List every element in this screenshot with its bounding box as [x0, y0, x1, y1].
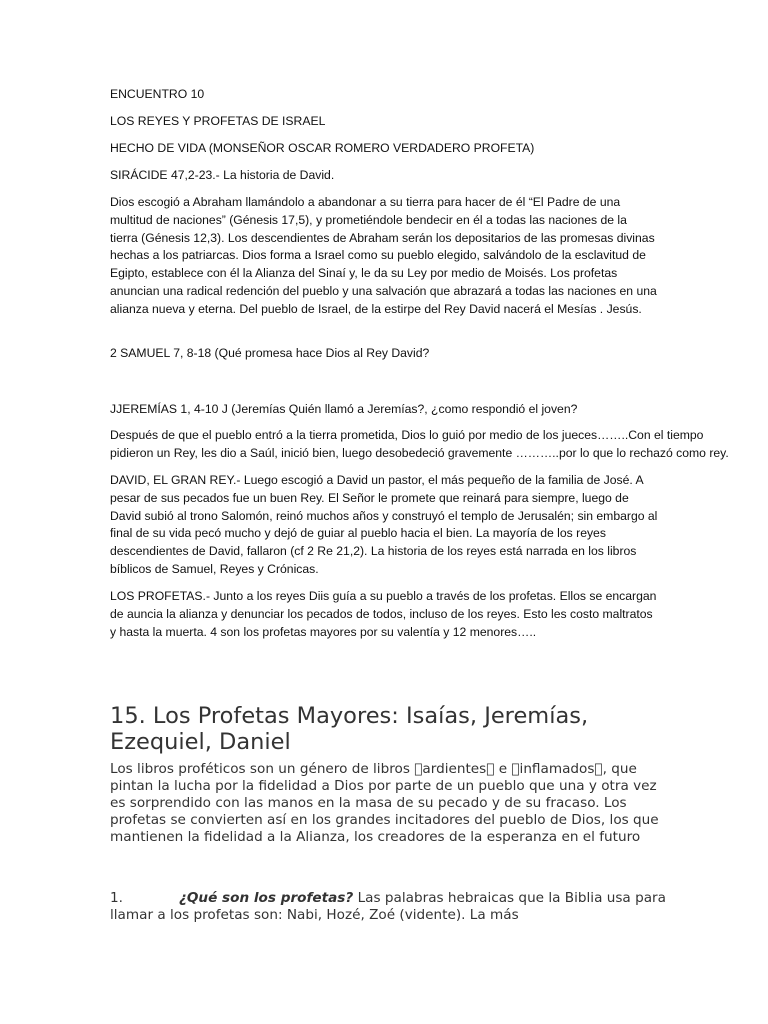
prophets-paragraph: LOS PROFETAS.- Junto a los reyes Diis guía a su pueblo a través de los profetas. Ellos se encargan de auncia la alianza y denunciar los pecados de todos, incluso de los reyes. Esto les costo maltratos y hasta la muerta. 4 son los profetas mayores por su valentía y 12 menores…..	[110, 589, 657, 639]
list-answer-text: Las palabras hebraicas que la Biblia usa para llamar a los profetas son: Nabi, Hozé, Zoé (vidente). La más	[110, 890, 666, 923]
list-number: 1.	[110, 890, 123, 906]
encounter-heading: ENCUENTRO 10	[110, 87, 205, 101]
prophetic-books-paragraph: Los libros proféticos son un género de libros  ardientes  e  inflamados , que pintan la lucha por la fidelidad a Dios por parte de un pueblo que una y otra vez es sorprendido con las manos en la masa de su pecado y de su fracaso. Los profetas se convierten así en los grandes incitadores del pueblo de Dios, los que mantienen la fidelidad a la Alianza, los creadores de la esperanza en el futuro	[110, 761, 659, 845]
judges-paragraph-line-2: pidieron un Rey, les dio a Saúl, inició bien, luego desobedeció gravemente ………..por lo que lo rechazó como rey.	[110, 445, 729, 460]
numbered-list-item	[110, 890, 670, 924]
judges-paragraph	[110, 427, 729, 463]
list-question: ¿Qué son los profetas?	[178, 890, 354, 906]
section-title: 15. Los Profetas Mayores: Isaías, Jeremías, Ezequiel, Daniel	[110, 703, 589, 755]
abraham-paragraph: Dios escogió a Abraham llamándolo a abandonar a su tierra para hacer de él “El Padre de una multitud de naciones” (Génesis 17,5), y prometiéndole bendecir en él a todas las naciones de la tierra (Génesis 12,3). Los descendientes de Abraham serán los depositarios de las promesas divinas hechas a los patriarcas. Dios forma a Israel como su pueblo elegido, salvándolo de la esclavitud de Egipto, establece con él la Alianza del Sinaí y, le da su Ley por medio de Moisés. Los profetas anuncian una radical redención del pueblo y una salvación que abrazará a todas las naciones en una alianza nueva y eterna. Del pueblo de Israel, de la estirpe del Rey David nacerá el Mesías . Jesús.	[110, 195, 657, 316]
life-fact-heading: HECHO DE VIDA (MONSEÑOR OSCAR ROMERO VERDADERO PROFETA)	[110, 141, 535, 155]
david-paragraph: DAVID, EL GRAN REY.- Luego escogió a David un pastor, el más pequeño de la familia de José. A pesar de sus pecados fue un buen Rey. El Señor le promete que reinará para siempre, luego de David subió al trono Salomón, reinó muchos años y construyó el templo de Jerusalén; sin embargo al final de su vida pecó mucho y dejó de guiar al pueblo hacia el bien. La mayoría de los reyes descendientes de David, fallaron (cf 2 Re 21,2). La historia de los reyes está narrada en los libros bíblicos de Samuel, Reyes y Crónicas.	[110, 473, 658, 576]
samuel-reference: 2 SAMUEL 7, 8-18 (Qué promesa hace Dios al Rey David?	[110, 346, 430, 360]
kings-prophets-heading: LOS REYES Y PROFETAS DE ISRAEL	[110, 114, 326, 128]
judges-paragraph-line-1: Después de que el pueblo entró a la tierra prometida, Dios lo guió por medio de los jueces……..Con el tiempo	[110, 428, 704, 442]
siracide-reference: SIRÁCIDE 47,2-23.- La historia de David.	[110, 168, 335, 182]
jeremiah-reference: JJEREMÍAS 1, 4-10 J (Jeremías Quién llamó a Jeremías?, ¿como respondió el joven?	[110, 402, 578, 416]
